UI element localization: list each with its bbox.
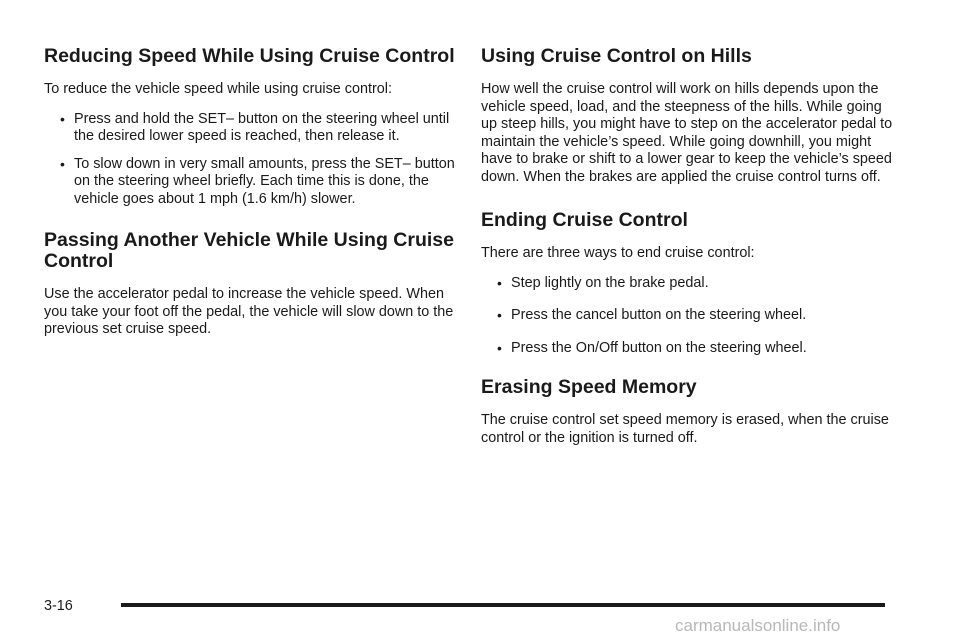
section-body-passing: Use the accelerator pedal to increase the vehicle speed. When you take your foot off the pedal, the vehicle will slow down to the previous set cruise speed. [44,286,454,337]
left-column [44,46,456,351]
bullet-icon: • [60,155,65,172]
list-item-text: To slow down in very small amounts, press the SET– button on the steering wheel briefly. Each time this is done, the vehicle goes about 1 mph (1.6 km/h) slower. [74,155,455,207]
list-item-text: Press and hold the SET– button on the steering wheel until the desired lower speed is reached, then release it. [74,110,450,144]
section-title-passing: Passing Another Vehicle While Using Cruise Control [44,229,454,272]
section-body-erasing: The cruise control set speed memory is erased, when the cruise control or the ignition is turned off. [481,412,889,446]
section-intro-ending: There are three ways to end cruise control: [481,245,755,261]
list-item [481,275,901,293]
bullet-list-reducing-speed [44,111,456,209]
list-item [481,307,901,325]
list-item-text: Press the On/Off button on the steering wheel. [511,339,807,356]
list-item [44,111,456,146]
list-item-text: Press the cancel button on the steering wheel. [511,307,807,323]
section-title-erasing: Erasing Speed Memory [481,376,697,398]
bullet-icon: • [497,339,502,356]
bullet-icon: • [60,110,65,127]
footer-divider [121,603,885,607]
right-column [481,46,901,459]
watermark-logo: carmanualsonline.info [675,616,841,635]
section-intro-reducing-speed: To reduce the vehicle speed while using cruise control: [44,81,392,97]
section-body-hills: How well the cruise control will work on hills depends upon the vehicle speed, load, and the steepness of the hills. While going up steep hills, you might have to step on the accelerator pedal to maintain the vehicle’s speed. While going downhill, you might have to brake or shift to a lower gear to keep the vehicle’s speed down. When the brakes are applied the cruise control turns off. [481,81,893,185]
bullet-list-ending [481,275,901,358]
list-item-text: Step lightly on the brake pedal. [511,274,709,291]
section-title-hills: Using Cruise Control on Hills [481,45,752,67]
list-item [481,340,901,358]
bullet-icon: • [497,307,502,323]
section-title-ending: Ending Cruise Control [481,209,688,231]
section-title-reducing-speed: Reducing Speed While Using Cruise Control [44,45,455,67]
bullet-icon: • [497,274,502,291]
list-item [44,156,456,209]
page-number: 3-16 [44,598,73,614]
